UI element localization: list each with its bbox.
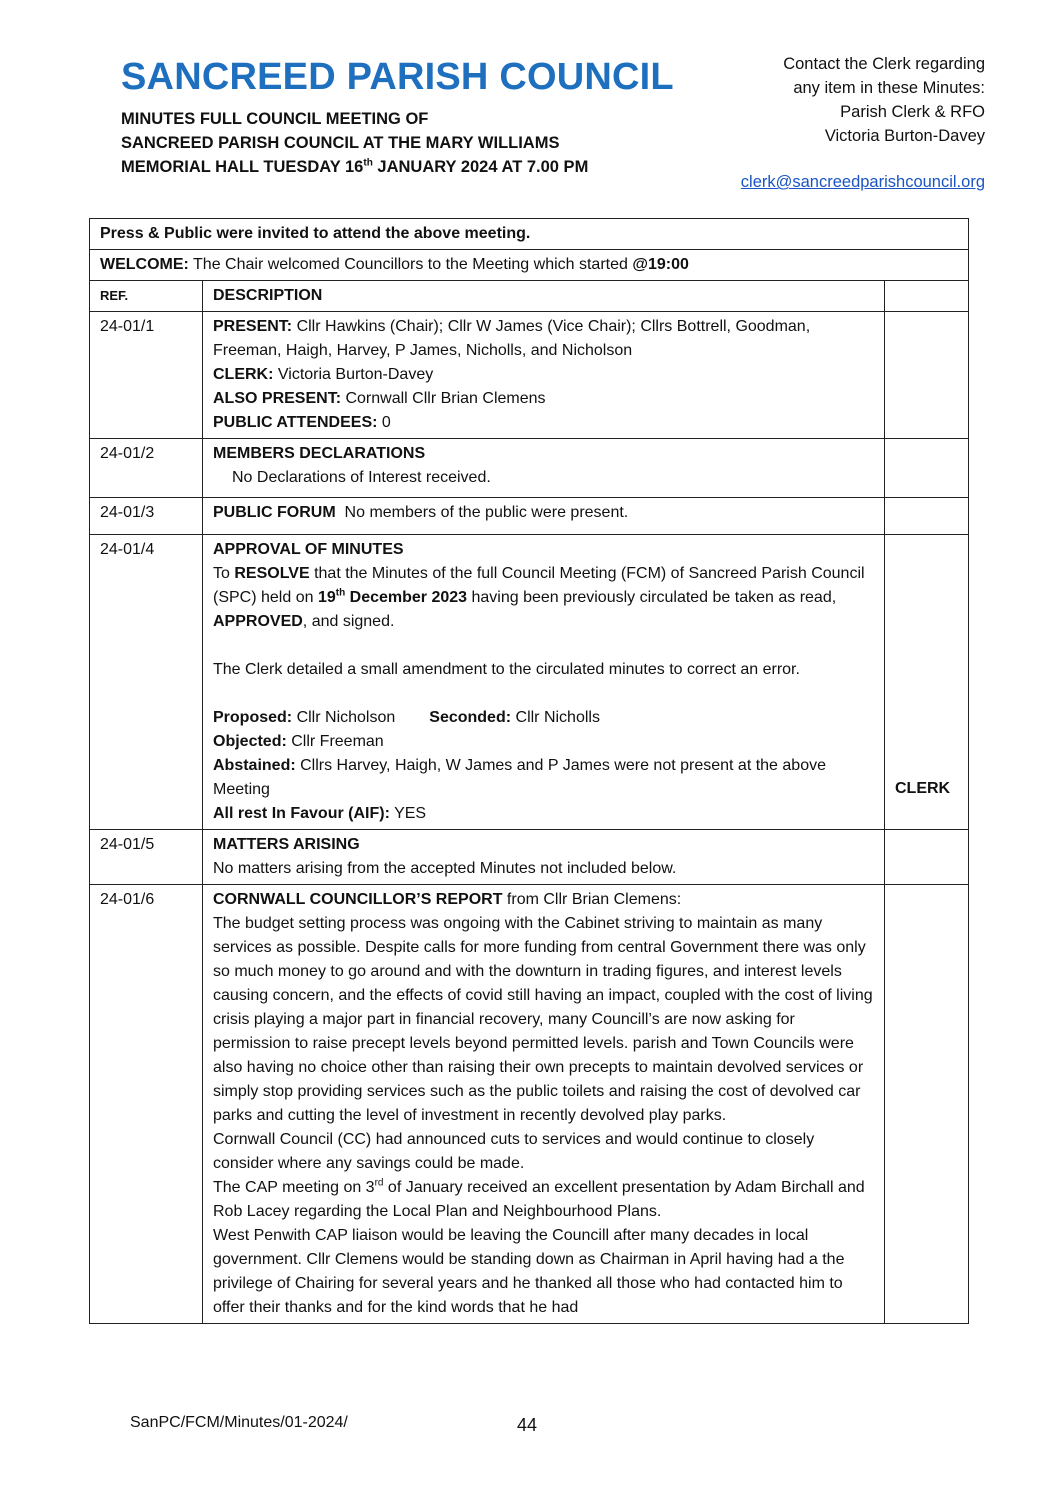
row-description xyxy=(203,535,885,830)
also-present-line xyxy=(213,387,875,411)
row-text: No members of the public were present. xyxy=(335,504,629,521)
clerk-line xyxy=(213,363,875,387)
subtitle-date-suffix: th xyxy=(363,157,373,169)
seconded-label: Seconded: xyxy=(429,709,512,726)
row-text: No matters arising from the accepted Minutes not included below. xyxy=(213,860,677,877)
contact-line-1: Contact the Clerk regarding xyxy=(783,55,985,73)
report-paragraph-4: West Penwith CAP liaison would be leaving the Councill after many decades in local government. Cllr Clemens would be standing down as Chairman in April having had a the privilege of Chairing for several years and he thanked all those who had contacted him to offer their thanks and for the kind words that he had xyxy=(213,1227,845,1316)
subtitle-line-3 xyxy=(121,155,681,179)
welcome-row xyxy=(90,250,969,281)
table-row xyxy=(90,830,969,885)
row-action xyxy=(885,830,969,885)
footer-page-number: 44 xyxy=(517,1415,538,1435)
present-line xyxy=(213,315,875,363)
table-row xyxy=(90,439,969,498)
present-label: PRESENT: xyxy=(213,318,293,335)
contact-email-link[interactable]: clerk@sancreedparishcouncil.org xyxy=(740,173,985,191)
row-description xyxy=(203,830,885,885)
column-header-row xyxy=(90,281,969,312)
row-heading: PUBLIC FORUM xyxy=(213,504,336,521)
row-ref: 24-01/5 xyxy=(90,830,203,885)
abstained-line: Abstained: Cllrs Harvey, Haigh, W James and P James were not present at the above Meeting xyxy=(213,757,826,798)
row-ref: 24-01/3 xyxy=(90,498,203,535)
row-action xyxy=(885,535,969,830)
subtitle-line-1: MINUTES FULL COUNCIL MEETING OF xyxy=(121,110,429,128)
contact-line-4: Victoria Burton-Davey xyxy=(824,127,985,145)
contact-block xyxy=(665,52,985,194)
footer-document-ref: SanPC/FCM/Minutes/01-2024/ xyxy=(130,1414,348,1431)
column-header-action xyxy=(885,281,969,312)
table-row xyxy=(90,535,969,830)
row-text: No Declarations of Interest received. xyxy=(232,469,491,486)
row-heading: MEMBERS DECLARATIONS xyxy=(213,445,426,462)
row-description xyxy=(203,439,885,498)
column-header-ref: REF. xyxy=(90,281,203,312)
row-ref: 24-01/2 xyxy=(90,439,203,498)
meeting-subtitle xyxy=(121,107,681,179)
subtitle-date-day: MEMORIAL HALL TUESDAY 16 xyxy=(121,158,364,176)
row-action xyxy=(885,439,969,498)
press-cell: Press & Public were invited to attend the above meeting. xyxy=(90,219,969,250)
welcome-cell xyxy=(90,250,969,281)
press-row xyxy=(90,219,969,250)
table-row xyxy=(90,885,969,1324)
table-row xyxy=(90,498,969,535)
aif-line: All rest In Favour (AIF): YES xyxy=(213,805,427,822)
row-ref: 24-01/6 xyxy=(90,885,203,1324)
row-heading: APPROVAL OF MINUTES xyxy=(213,541,404,558)
row-description xyxy=(203,312,885,439)
welcome-time: @19:00 xyxy=(632,256,689,273)
row-heading: CORNWALL COUNCILLOR’S REPORT from Cllr Brian Clemens: xyxy=(213,891,682,908)
proposed-seconded-line xyxy=(213,706,875,730)
row-ref: 24-01/4 xyxy=(90,535,203,830)
contact-line-2: any item in these Minutes: xyxy=(793,79,985,97)
column-header-description: DESCRIPTION xyxy=(203,281,885,312)
also-present-text: Cornwall Cllr Brian Clemens xyxy=(341,390,546,407)
row-action xyxy=(885,312,969,439)
present-text: Cllr Hawkins (Chair); Cllr W James (Vice Chair); Cllrs Bottrell, Goodman, Freeman, Haigh, Harvey, P James, Nicholls, and Nicholson xyxy=(213,318,811,359)
row-action xyxy=(885,498,969,535)
row-ref: 24-01/1 xyxy=(90,312,203,439)
public-attendees-line xyxy=(213,411,875,435)
welcome-text: The Chair welcomed Councillors to the Meeting which started xyxy=(188,256,633,273)
row-description xyxy=(203,885,885,1324)
row-heading: MATTERS ARISING xyxy=(213,836,360,853)
row-description xyxy=(203,498,885,535)
resolution-paragraph: To RESOLVE that the Minutes of the full Council Meeting (FCM) of Sancreed Parish Council (SPC) held on 19th December 2023 having been previously circulated be taken as read, APPROVED, and signed. xyxy=(213,565,865,630)
action-owner: CLERK xyxy=(895,780,951,797)
contact-line-3: Parish Clerk & RFO xyxy=(840,103,985,121)
welcome-label: WELCOME: xyxy=(100,256,189,273)
table-row xyxy=(90,312,969,439)
proposed-label: Proposed: xyxy=(213,709,293,726)
minutes-table xyxy=(89,218,969,1324)
public-attendees-text: 0 xyxy=(377,414,391,431)
clerk-label: CLERK: xyxy=(213,366,274,383)
subtitle-date-rest: JANUARY 2024 AT 7.00 PM xyxy=(372,158,589,176)
report-paragraph-3: The CAP meeting on 3rd of January received an excellent presentation by Adam Birchall and Rob Lacey regarding the Local Plan and Neighbourhood Plans. xyxy=(213,1177,865,1220)
clerk-text: Victoria Burton-Davey xyxy=(273,366,434,383)
council-title: SANCREED PARISH COUNCIL xyxy=(121,56,674,98)
proposed-text: Cllr Nicholson xyxy=(292,709,396,726)
seconded-text: Cllr Nicholls xyxy=(511,709,600,726)
report-paragraph-2: Cornwall Council (CC) had announced cuts to services and would continue to closely consider where any savings could be made. xyxy=(213,1131,815,1172)
row-action xyxy=(885,885,969,1324)
objected-line: Objected: Cllr Freeman xyxy=(213,733,384,750)
also-present-label: ALSO PRESENT: xyxy=(213,390,342,407)
public-attendees-label: PUBLIC ATTENDEES: xyxy=(213,414,378,431)
amendment-paragraph: The Clerk detailed a small amendment to the circulated minutes to correct an error. xyxy=(213,661,800,678)
subtitle-line-2: SANCREED PARISH COUNCIL AT THE MARY WILLIAMS xyxy=(121,134,560,152)
report-paragraph-1: The budget setting process was ongoing with the Cabinet striving to maintain as many services as possible. Despite calls for more funding from central Government there was only so much money to go around and with the downturn in trading figures, and interest levels causing concern, and the effects of covid still having an impact, coupled with the cost of living crisis playing a major part in financial recovery, many Councill’s are now asking for permission to raise precept levels beyond permitted levels. parish and Town Councils were also having no choice other than raising their own precepts to maintain devolved services or simply stop providing services such as the public toilets and raising the cost of devolved car parks and cutting the level of investment in recently devolved play parks. xyxy=(213,915,873,1124)
